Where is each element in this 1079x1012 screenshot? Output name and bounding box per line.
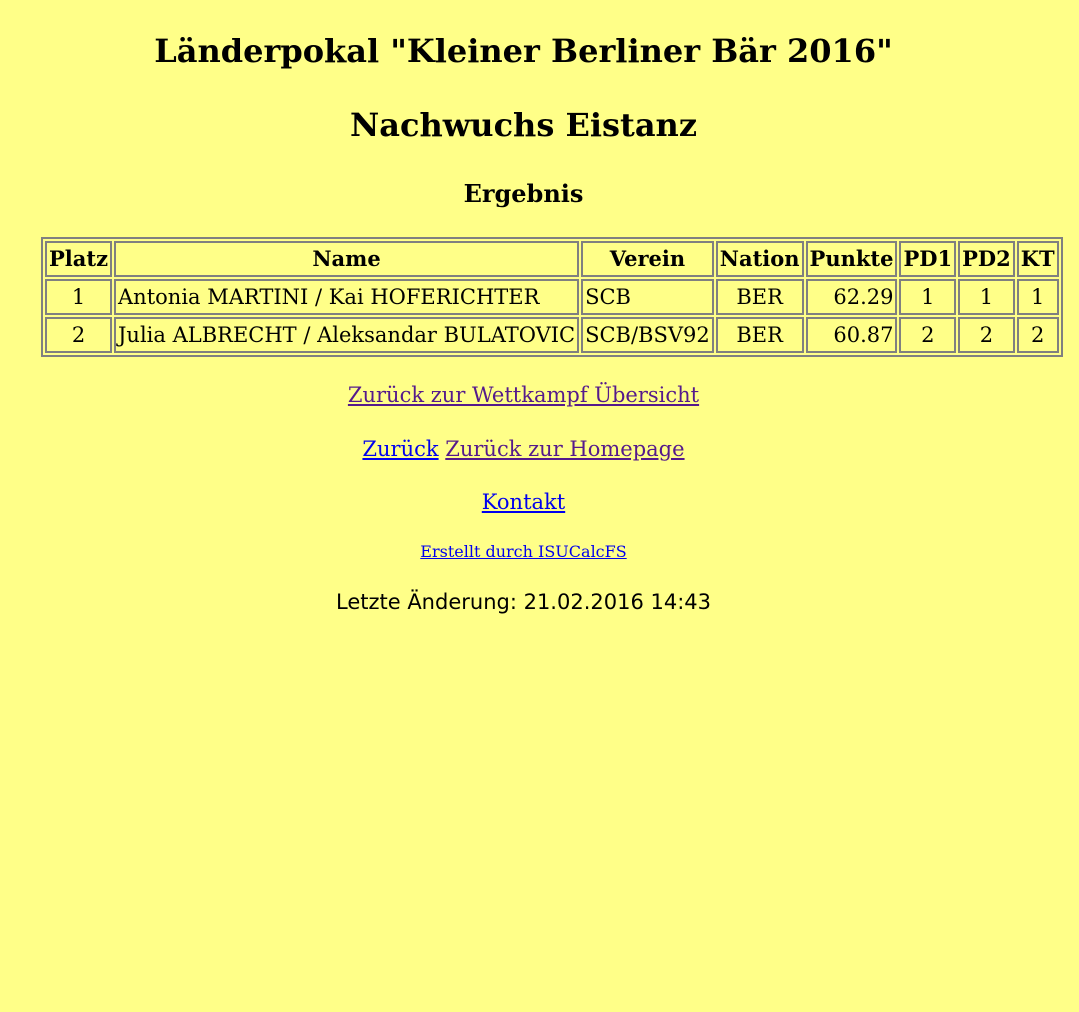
page	[0, 31, 1055, 616]
cell-kt: 2	[1017, 317, 1059, 353]
last-updated: Letzte Änderung: 21.02.2016 14:43	[335, 590, 712, 614]
header-verein: Verein	[581, 241, 714, 277]
cell-name: Antonia MARTINI / Kai HOFERICHTER	[114, 279, 579, 315]
homepage-link[interactable]: Zurück zur Homepage	[445, 437, 685, 461]
competition-overview-link[interactable]: Zurück zur Wettkampf Übersicht	[347, 383, 700, 407]
cell-punkte: 60.87	[806, 317, 898, 353]
contact-link[interactable]: Kontakt	[481, 490, 566, 514]
table-row	[45, 317, 1059, 353]
cell-punkte: 62.29	[806, 279, 898, 315]
header-kt: KT	[1017, 241, 1059, 277]
header-pd1: PD1	[899, 241, 956, 277]
table-header-row	[45, 241, 1059, 277]
table-row	[45, 279, 1059, 315]
section-title: Ergebnis	[463, 179, 584, 208]
back-link[interactable]: Zurück	[362, 437, 439, 461]
results-table	[41, 237, 1063, 357]
cell-kt: 1	[1017, 279, 1059, 315]
cell-name: Julia ALBRECHT / Aleksandar BULATOVIC	[114, 317, 579, 353]
navigation-links	[0, 379, 1047, 616]
header-punkte: Punkte	[806, 241, 898, 277]
isucalcfs-credit-link[interactable]: Erstellt durch ISUCalcFS	[420, 542, 627, 561]
page-title: Länderpokal "Kleiner Berliner Bär 2016"	[154, 32, 893, 70]
cell-platz: 1	[45, 279, 112, 315]
header-platz: Platz	[45, 241, 112, 277]
header-nation: Nation	[716, 241, 804, 277]
cell-verein: SCB	[581, 279, 714, 315]
cell-verein: SCB/BSV92	[581, 317, 714, 353]
header-name: Name	[114, 241, 579, 277]
category-title: Nachwuchs Eistanz	[350, 106, 697, 144]
cell-pd2: 2	[958, 317, 1015, 353]
cell-pd1: 2	[899, 317, 956, 353]
cell-platz: 2	[45, 317, 112, 353]
cell-pd2: 1	[958, 279, 1015, 315]
cell-nation: BER	[716, 317, 804, 353]
header-pd2: PD2	[958, 241, 1015, 277]
cell-nation: BER	[716, 279, 804, 315]
cell-pd1: 1	[899, 279, 956, 315]
